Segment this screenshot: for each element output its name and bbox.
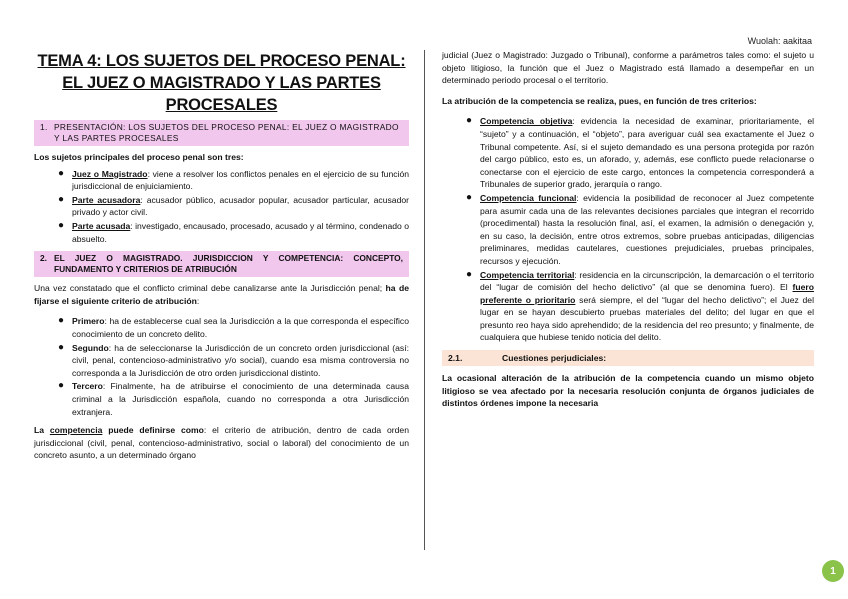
list-item-text: : investigado, encausado, procesado, acusado y al término, condenado o absuelto. (72, 220, 410, 244)
list-item-term: Competencia territorial (480, 269, 575, 280)
subsection-heading-text: Cuestiones perjudiciales: (502, 353, 607, 364)
bullet-icon: ● (466, 268, 473, 280)
list-item-term: Parte acusada (72, 220, 131, 231)
criteria-intro-end: : (196, 295, 200, 306)
bullet-icon: ● (58, 341, 65, 353)
competencia-term: competencia (49, 425, 103, 436)
competencia-lead: La (34, 425, 50, 436)
bullet-icon: ● (466, 115, 473, 127)
list-item-term: Juez o Magistrado (72, 168, 148, 179)
bullet-icon: ● (58, 315, 65, 327)
list-item (58, 219, 410, 245)
list-item-term: Competencia funcional (480, 192, 577, 203)
competencia-definition (34, 424, 409, 462)
list-item-text: : Finalmente, ha de atribuirse el conocimiento de una determinada causa criminal a la Jurisdicción española, cuando no corresponda a otra Jurisdicción extranjera. (72, 381, 409, 417)
page-number-badge: 1 (822, 560, 844, 582)
subsection-number: 2.1. (448, 353, 463, 364)
list-item (466, 115, 815, 191)
list-item-text: : viene a resolver los conflictos penales en el ejercicio de su función jurisdiccional de enjuiciamiento. (72, 168, 409, 192)
list-item (58, 167, 409, 193)
column-divider (424, 50, 425, 550)
section-number: 2. (40, 253, 47, 264)
closing-paragraph: La ocasional alteración de la atribución de la competencia cuando un mismo objeto litigioso se vea afectado por la necesaria resolución conjunta de órganos judiciales de distintos órdenes impone la necesaria (442, 373, 814, 409)
bullet-icon: ● (58, 167, 65, 179)
list-item-term: Tercero (72, 381, 103, 392)
list-item-text: : ha de seleccionarse la Jurisdicción de un concreto orden jurisdiccional (así: civil, penal, contencioso-administrativo y/o social), cuando esa misma controversia no corresponda a la Jurisdicción de otro orden jurisdiccional distinto. (72, 342, 409, 378)
bullet-icon: ● (466, 191, 473, 203)
competencia-list (442, 115, 814, 344)
three-criteria-paragraph: La atribución de la competencia se realiza, pues, en función de tres criterios: (442, 95, 757, 106)
criteria-list (34, 315, 409, 418)
list-item (466, 191, 814, 268)
list-item (58, 315, 409, 340)
list-item-text: será siempre, el del “lugar del hecho delictivo”; el Juez del lugar en se hayan descubierto pruebas materiales del delito; del lugar en que el presunto reo haya sido aprehendido; de la residencia del reo presunto; y finalmente, de cualquiera que hubiese tenido noticia del delito. (480, 294, 815, 343)
list-item-term: Competencia objetiva (480, 116, 573, 127)
competencia-bold: puede definirse como (102, 425, 204, 436)
list-item-text: : evidencia la necesidad de examinar, prioritariamente, el “sujeto” y a continuación, el “objeto”, para averiguar cuál sea exactamente el Juez o Tribunal competente. Así, si el sujeto demandado es una persona protegida por razón del cargo público, esto es, un aforado, y, además, ese conflicto puede relacionarse o conectarse con el ejercicio de este cargo, entonces la competencia corresponderá a Tribunales de superior grado, jerarquía o rango. (480, 116, 815, 190)
bullet-icon: ● (58, 380, 65, 392)
criteria-intro (34, 282, 409, 307)
list-item (58, 341, 409, 380)
list-item-text: : evidencia la posibilidad de reconocer al Juez competente para asumir cada una de las relevantes decisiones parciales que integran el recorrido (procedimental) hasta la resolución final, así, el examen, la admisión o denegación y, en su caso, la decisión, entre otros extremos, sobre pruebas anticipadas, diligencias preliminares, medidas cautelares, cuestiones prejudiciales, pruebas principales, recursos y ejecución. (480, 192, 814, 266)
criteria-intro-bold: ha de fijarse el siguiente criterio de atribución (34, 283, 409, 306)
list-item-text: : ha de establecerse cual sea la Jurisdicción a la que corresponda el específico conocimiento de un concreto delito. (72, 316, 409, 339)
bullet-icon: ● (58, 193, 65, 205)
competencia-text: : el criterio de atribución, dentro de cada orden jurisdiccional (civil, penal, contencioso-administrativo, social o laboral) del conocimiento de un concreto asunto, a un determinado órgano (34, 425, 409, 461)
list-item-term: Parte acusadora (72, 194, 141, 205)
section-heading-juez (34, 251, 409, 277)
section-heading-text: PRESENTACIÓN: LOS SUJETOS DEL PROCESO PENAL: EL JUEZ O MAGISTRADO Y LAS PARTES PROCESALES (54, 122, 399, 143)
section-heading-text: EL JUEZ O MAGISTRADO. JURISDICCION Y COMPETENCIA: CONCEPTO, FUNDAMENTO Y CRITERIOS DE ATRIBUCIÓN (54, 253, 403, 275)
continuation-paragraph: judicial (Juez o Magistrado: Juzgado o Tribunal), conforme a parámetros tales como: el sujeto u objeto litigioso, la función que el Juez o Magistrado está llamado a desempeñar en un determinado periodo procesal o el territorio. (442, 50, 814, 86)
list-item-term: Primero (72, 316, 105, 327)
subjects-list (34, 168, 409, 246)
list-item-text: : acusador público, acusador popular, acusador particular, acusador privado y actor civil. (72, 194, 410, 218)
list-item-term: Segundo (72, 342, 109, 353)
left-column (34, 50, 409, 466)
watermark: Wuolah: aakitaa (747, 36, 812, 46)
list-item-text: : residencia en la circunscripción, la demarcación o el territorio del “lugar de comisión del hecho delictivo” (al que se denomina fuero). El (480, 269, 815, 293)
list-item (58, 193, 410, 219)
bullet-icon: ● (58, 219, 65, 231)
right-column (442, 49, 814, 414)
section-heading-presentacion (34, 120, 409, 146)
section-number: 1. (40, 122, 48, 132)
list-item (58, 380, 409, 418)
subsection-heading-cuestiones (442, 350, 814, 366)
criteria-intro-text: Una vez constatado que el conflicto criminal debe canalizarse ante la Jurisdicción penal; (34, 283, 386, 294)
fuero-term: fuero preferente o prioritario (480, 282, 814, 305)
list-item (466, 268, 815, 345)
subjects-intro: Los sujetos principales del proceso penal son tres: (34, 152, 244, 162)
page-title: TEMA 4: LOS SUJETOS DEL PROCESO PENAL: EL JUEZ O MAGISTRADO Y LAS PARTES PROCESALES (37, 52, 406, 114)
